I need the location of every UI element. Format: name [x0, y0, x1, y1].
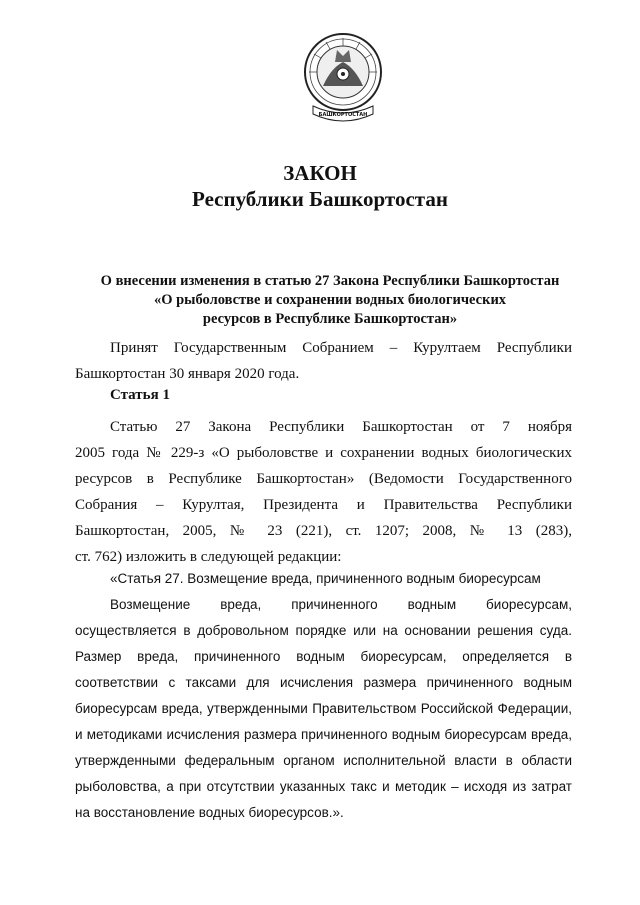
quoted-article-line: рыболовства, а при отсутствии указанных такс и методик – исходя из затрат	[75, 779, 572, 794]
quoted-article-27	[75, 566, 572, 826]
subject-line-2: «О рыболовстве и сохранении водных биологических	[153, 292, 507, 308]
quoted-article-line: осуществляется в добровольном порядке или на основании решения суда.	[75, 623, 572, 638]
quoted-article-line: и методиками исчисления размера причиненного водным биоресурсам вреда,	[75, 727, 572, 742]
title-republic: Республики Башкортостан	[192, 187, 448, 211]
law-title	[0, 160, 640, 212]
article-1-line: Статью 27 Закона Республики Башкортостан от 7 ноября	[110, 419, 572, 435]
title-law-word: ЗАКОН	[283, 161, 357, 185]
quoted-article-line: Возмещение вреда, причиненного водным биоресурсам,	[110, 597, 572, 612]
subject-line-3: ресурсов в Республике Башкортостан»	[202, 311, 458, 327]
article-1-line: ресурсов в Республике Башкортостан» (Ведомости Государственного	[75, 471, 572, 487]
emblem-ribbon-text: БАШКОРТОСТАН	[318, 112, 368, 118]
article-1-line: Башкортостан, 2005, № 23 (221), ст. 1207; 2008, № 13 (283),	[75, 523, 572, 539]
quoted-article-line: на восстановление водных биоресурсов.».	[75, 805, 344, 820]
article-1-line: ст. 762) изложить в следующей редакции:	[75, 549, 342, 565]
article-1-line: 2005 года № 229-з «О рыболовстве и сохранении водных биологических	[75, 445, 572, 461]
law-subject	[60, 272, 600, 329]
subject-line-1: О внесении изменения в статью 27 Закона Республики Башкортостан	[100, 273, 560, 289]
bashkortostan-coat-of-arms-icon	[301, 28, 385, 132]
quoted-article-line: Размер вреда, причиненного водным биоресурсам, определяется в	[75, 649, 572, 664]
adopted-line-2: Башкортостан 30 января 2020 года.	[75, 366, 300, 382]
quoted-article-line: биоресурсам вреда, утвержденными Правительством Российской Федерации,	[75, 701, 572, 716]
quoted-article-line: соответствии с таксами для исчисления размера причиненного водным	[75, 675, 572, 690]
article-1-heading: Статья 1	[110, 387, 170, 403]
quoted-article-line: утвержденными федеральным органом исполнительной власти в области	[75, 753, 572, 768]
article-1-line: Собрания – Курултая, Президента и Правительства Республики	[75, 497, 572, 513]
quoted-article-heading: «Статья 27. Возмещение вреда, причиненного водным биоресурсам	[110, 571, 541, 586]
article-1-body	[75, 414, 572, 570]
adoption-statement	[75, 336, 572, 388]
adopted-line-1: Принят Государственным Собранием – Курултаем Республики	[110, 340, 572, 356]
